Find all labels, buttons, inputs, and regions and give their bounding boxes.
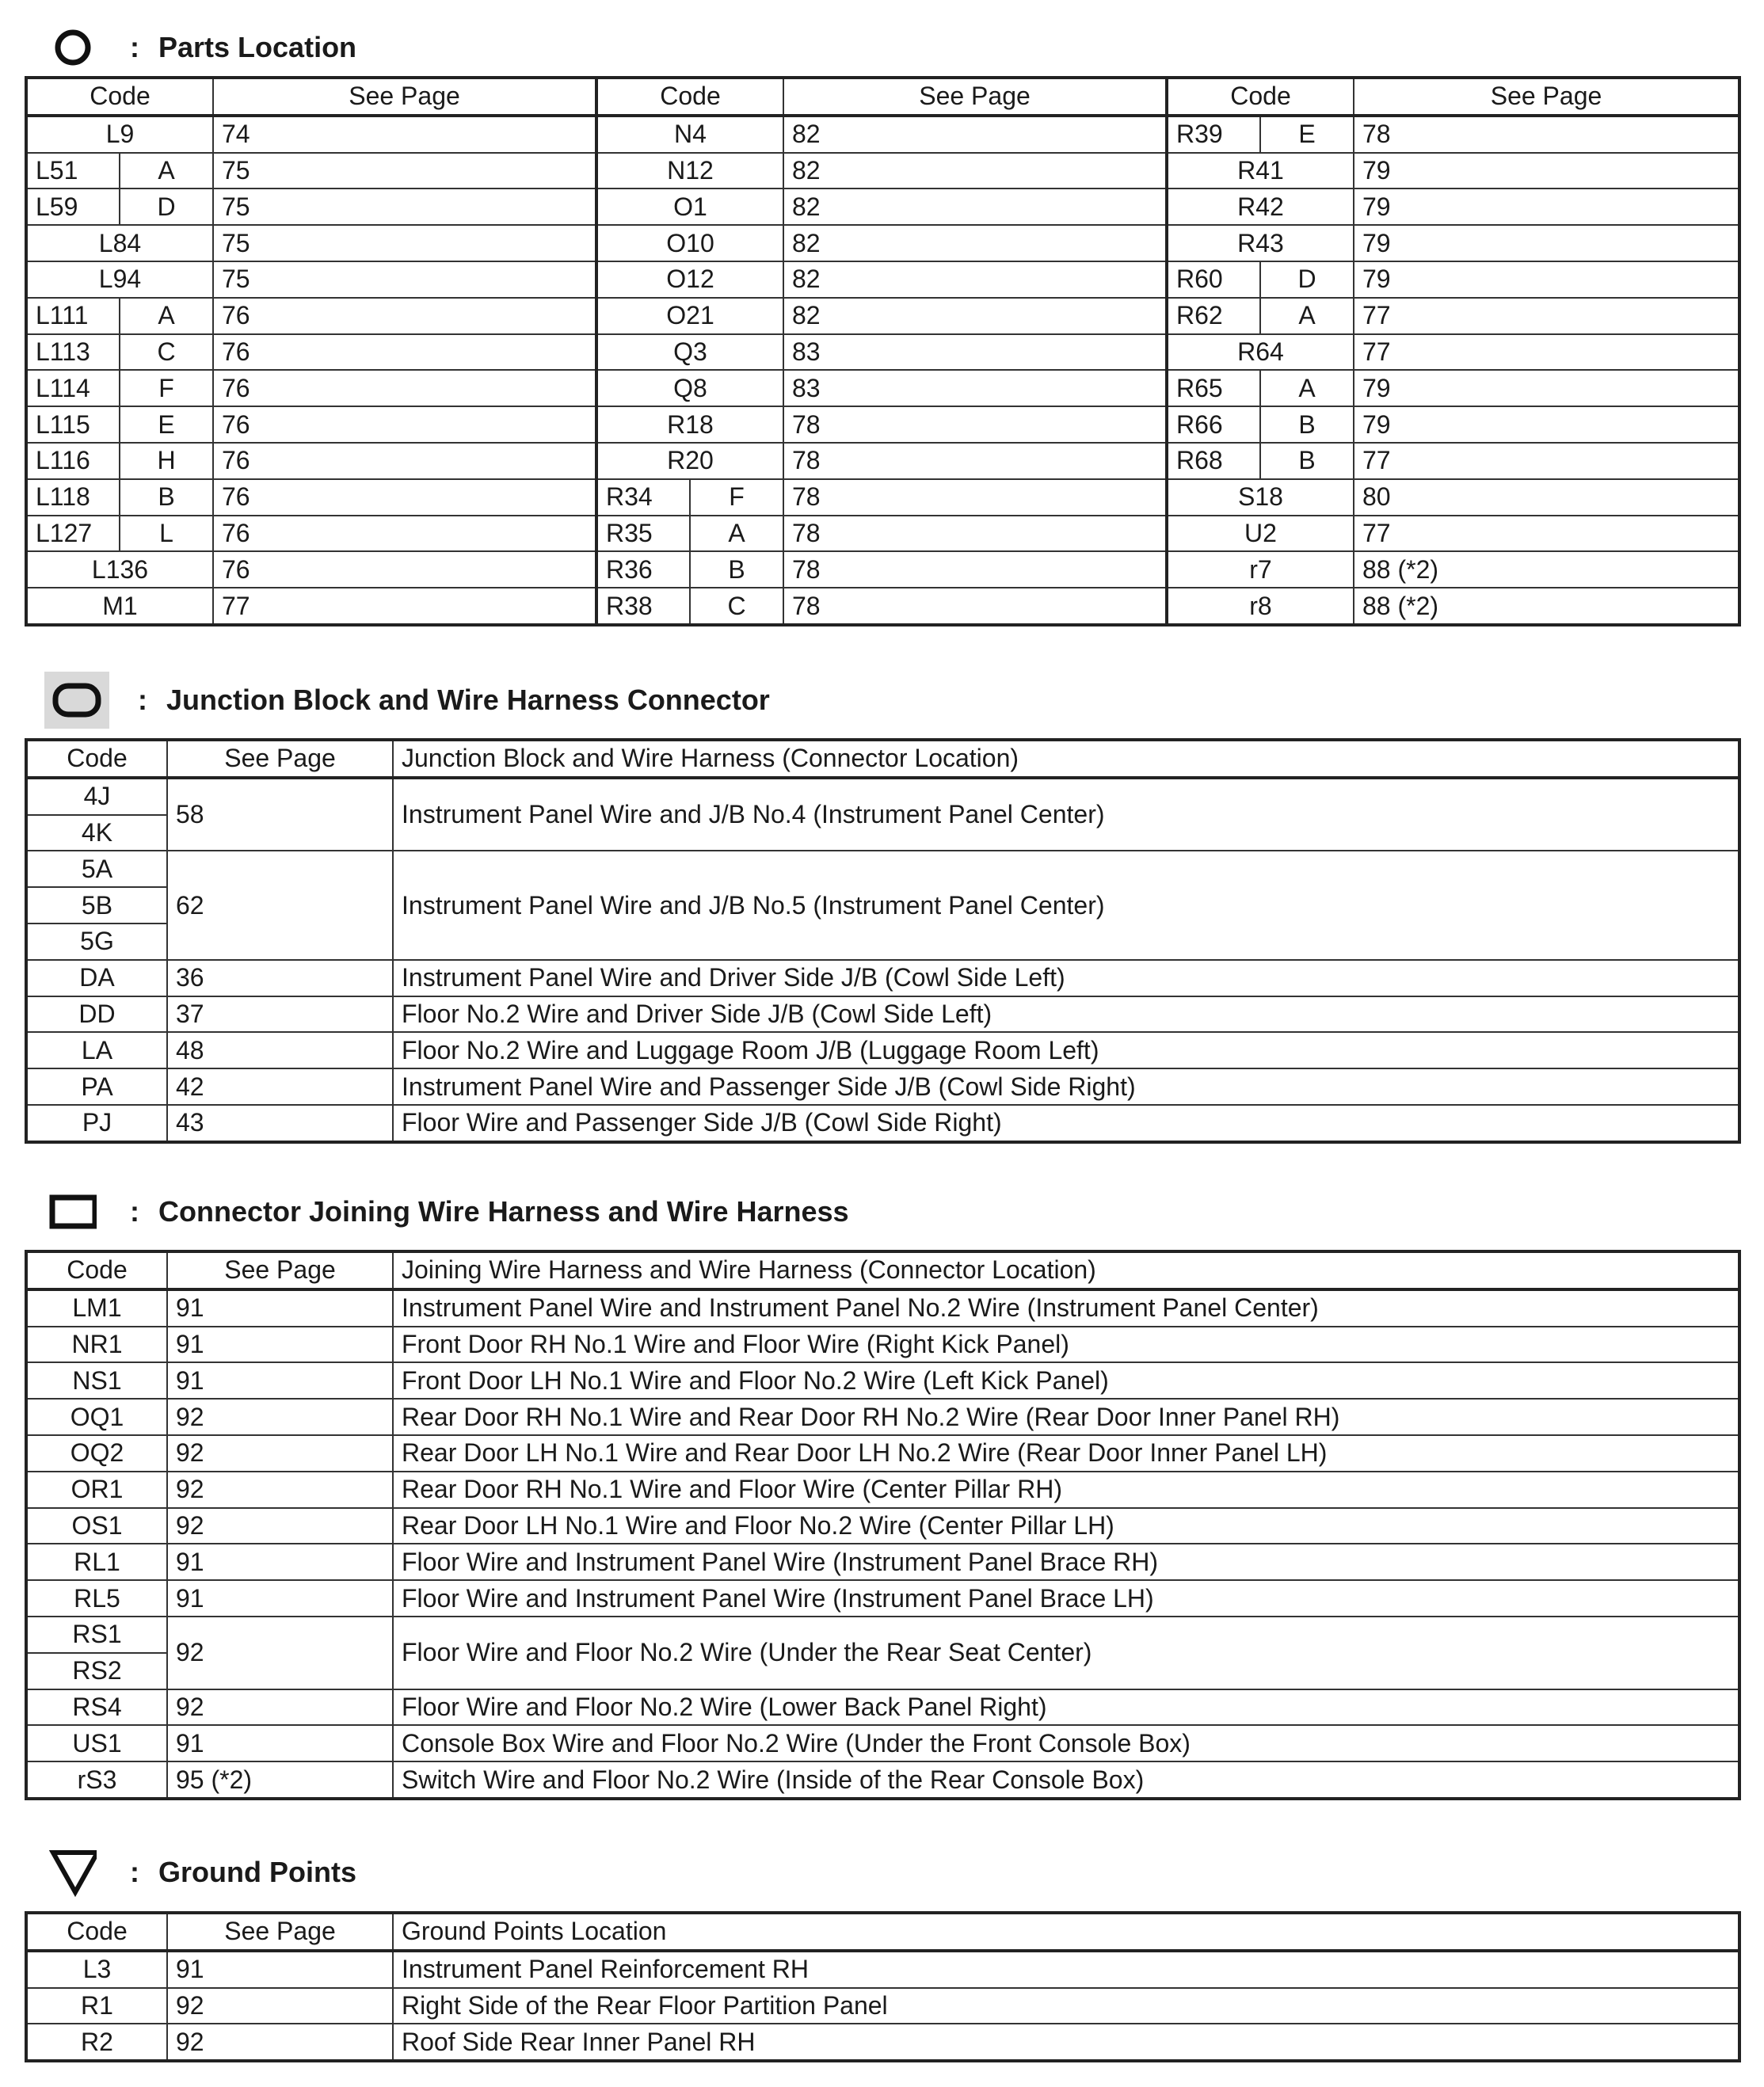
see-page-value: 76 xyxy=(213,479,596,516)
table-row xyxy=(26,261,1739,298)
code-cell: 5B xyxy=(26,887,167,924)
table-row xyxy=(26,2024,1739,2061)
part-sub-code: E xyxy=(1260,116,1354,153)
location-description: Floor Wire and Instrument Panel Wire (Instrument Panel Brace LH) xyxy=(393,1580,1739,1617)
table-row xyxy=(26,1399,1739,1435)
location-description: Front Door RH No.1 Wire and Floor Wire (Right Kick Panel) xyxy=(393,1327,1739,1363)
junction-block-table xyxy=(25,738,1741,1144)
code-cell: DD xyxy=(26,996,167,1033)
table-row xyxy=(26,1689,1739,1726)
see-page-value: 36 xyxy=(167,960,393,996)
see-page-value: 76 xyxy=(213,370,596,406)
see-page-value: 95 (*2) xyxy=(167,1761,393,1799)
part-sub-code: A xyxy=(120,153,213,189)
see-page-value: 76 xyxy=(213,334,596,371)
see-page-value: 78 xyxy=(783,406,1167,443)
see-page-value: 82 xyxy=(783,298,1167,334)
code-cell: OQ2 xyxy=(26,1435,167,1472)
header-code: Code xyxy=(26,740,167,778)
see-page-value: 78 xyxy=(783,516,1167,552)
table-row xyxy=(26,1032,1739,1068)
see-page-value: 82 xyxy=(783,189,1167,225)
part-code: L136 xyxy=(26,551,213,588)
location-description: Instrument Panel Wire and Passenger Side J/B (Cowl Side Right) xyxy=(393,1068,1739,1105)
location-description: Floor Wire and Floor No.2 Wire (Lower Back Panel Right) xyxy=(393,1689,1739,1726)
part-code: R42 xyxy=(1167,189,1354,225)
part-code: Q8 xyxy=(596,370,783,406)
code-cell: PA xyxy=(26,1068,167,1105)
table-row xyxy=(26,996,1739,1033)
part-code: O21 xyxy=(596,298,783,334)
see-page-value: 92 xyxy=(167,1472,393,1508)
code-cell: R1 xyxy=(26,1988,167,2024)
part-code: R36 xyxy=(596,551,690,588)
header-code: Code xyxy=(26,78,213,116)
part-code: O12 xyxy=(596,261,783,298)
see-page-value: 92 xyxy=(167,1617,393,1689)
ground-points-table xyxy=(25,1911,1741,2062)
table-row xyxy=(26,1435,1739,1472)
location-description: Floor Wire and Passenger Side J/B (Cowl Side Right) xyxy=(393,1105,1739,1142)
part-code: Q3 xyxy=(596,334,783,371)
part-code: L59 xyxy=(26,189,120,225)
table-header-row xyxy=(26,1913,1739,1951)
location-description: Instrument Panel Wire and Driver Side J/B (Cowl Side Left) xyxy=(393,960,1739,996)
part-sub-code: A xyxy=(690,516,783,552)
location-description: Floor Wire and Instrument Panel Wire (Instrument Panel Brace RH) xyxy=(393,1544,1739,1580)
part-code: r8 xyxy=(1167,588,1354,625)
rectangle-icon xyxy=(49,1188,97,1236)
part-code: L84 xyxy=(26,225,213,261)
part-code: O1 xyxy=(596,189,783,225)
see-page-value: 88 (*2) xyxy=(1354,551,1739,588)
see-page-value: 79 xyxy=(1354,225,1739,261)
header-code: Code xyxy=(26,1251,167,1289)
location-description: Rear Door RH No.1 Wire and Rear Door RH No.2 Wire (Rear Door Inner Panel RH) xyxy=(393,1399,1739,1435)
part-code: O10 xyxy=(596,225,783,261)
code-cell: 4J xyxy=(26,778,167,815)
location-description: Floor No.2 Wire and Luggage Room J/B (Luggage Room Left) xyxy=(393,1032,1739,1068)
table-row xyxy=(26,298,1739,334)
table-row xyxy=(26,1580,1739,1617)
see-page-value: 82 xyxy=(783,116,1167,153)
table-row xyxy=(26,960,1739,996)
heading-colon: : xyxy=(130,1195,139,1228)
see-page-value: 88 (*2) xyxy=(1354,588,1739,625)
table-row xyxy=(26,1617,1739,1653)
see-page-value: 92 xyxy=(167,1508,393,1544)
section-title: Junction Block and Wire Harness Connector xyxy=(166,684,770,716)
table-row xyxy=(26,1761,1739,1799)
see-page-value: 79 xyxy=(1354,153,1739,189)
table-row xyxy=(26,1472,1739,1508)
table-row xyxy=(26,551,1739,588)
see-page-value: 82 xyxy=(783,261,1167,298)
header-location: Ground Points Location xyxy=(393,1913,1739,1951)
part-code: R64 xyxy=(1167,334,1354,371)
see-page-value: 79 xyxy=(1354,189,1739,225)
part-code: L94 xyxy=(26,261,213,298)
location-description: Roof Side Rear Inner Panel RH xyxy=(393,2024,1739,2061)
part-sub-code: H xyxy=(120,443,213,479)
location-description: Rear Door LH No.1 Wire and Rear Door LH No.2 Wire (Rear Door Inner Panel LH) xyxy=(393,1435,1739,1472)
location-description: Instrument Panel Wire and J/B No.5 (Instrument Panel Center) xyxy=(393,851,1739,959)
header-see-page: See Page xyxy=(167,1913,393,1951)
part-sub-code: L xyxy=(120,516,213,552)
code-cell: DA xyxy=(26,960,167,996)
part-sub-code: E xyxy=(120,406,213,443)
part-sub-code: D xyxy=(1260,261,1354,298)
connector-joining-heading xyxy=(49,1192,849,1232)
part-code: R35 xyxy=(596,516,690,552)
table-row xyxy=(26,1508,1739,1544)
section-title: Parts Location xyxy=(158,31,357,63)
table-row xyxy=(26,116,1739,153)
code-cell: 5A xyxy=(26,851,167,887)
heading-colon: : xyxy=(130,31,139,63)
part-code: L51 xyxy=(26,153,120,189)
location-description: Front Door LH No.1 Wire and Floor No.2 Wire (Left Kick Panel) xyxy=(393,1362,1739,1399)
section-title: Ground Points xyxy=(158,1856,356,1888)
code-cell: RS1 xyxy=(26,1617,167,1653)
code-cell: rS3 xyxy=(26,1761,167,1799)
triangle-down-icon xyxy=(49,1849,97,1896)
connector-joining-table xyxy=(25,1250,1741,1800)
table-row xyxy=(26,1725,1739,1761)
part-code: R65 xyxy=(1167,370,1260,406)
header-code: Code xyxy=(26,1913,167,1951)
location-description: Instrument Panel Wire and Instrument Panel No.2 Wire (Instrument Panel Center) xyxy=(393,1289,1739,1327)
code-cell: RL5 xyxy=(26,1580,167,1617)
table-row xyxy=(26,443,1739,479)
table-row xyxy=(26,1362,1739,1399)
see-page-value: 77 xyxy=(213,588,596,625)
see-page-value: 76 xyxy=(213,443,596,479)
header-see-page: See Page xyxy=(213,78,596,116)
part-sub-code: C xyxy=(690,588,783,625)
see-page-value: 78 xyxy=(783,588,1167,625)
location-description: Instrument Panel Wire and J/B No.4 (Instrument Panel Center) xyxy=(393,778,1739,851)
part-code: R43 xyxy=(1167,225,1354,261)
code-cell: PJ xyxy=(26,1105,167,1142)
code-cell: RS4 xyxy=(26,1689,167,1726)
table-row xyxy=(26,1951,1739,1988)
heading-colon: : xyxy=(130,1856,139,1888)
table-header-row xyxy=(26,78,1739,116)
part-sub-code: F xyxy=(690,479,783,516)
see-page-value: 75 xyxy=(213,225,596,261)
part-sub-code: B xyxy=(1260,443,1354,479)
see-page-value: 92 xyxy=(167,1988,393,2024)
part-code: r7 xyxy=(1167,551,1354,588)
see-page-value: 92 xyxy=(167,1399,393,1435)
table-row xyxy=(26,189,1739,225)
see-page-value: 77 xyxy=(1354,334,1739,371)
see-page-value: 78 xyxy=(1354,116,1739,153)
see-page-value: 79 xyxy=(1354,261,1739,298)
see-page-value: 79 xyxy=(1354,370,1739,406)
code-cell: 4K xyxy=(26,815,167,851)
table-row xyxy=(26,225,1739,261)
part-code: N4 xyxy=(596,116,783,153)
part-sub-code: A xyxy=(1260,298,1354,334)
location-description: Rear Door LH No.1 Wire and Floor No.2 Wire (Center Pillar LH) xyxy=(393,1508,1739,1544)
heading-colon: : xyxy=(138,684,147,716)
part-code: L113 xyxy=(26,334,120,371)
part-code: S18 xyxy=(1167,479,1354,516)
part-sub-code: B xyxy=(690,551,783,588)
part-code: L127 xyxy=(26,516,120,552)
see-page-value: 76 xyxy=(213,406,596,443)
see-page-value: 79 xyxy=(1354,406,1739,443)
location-description: Right Side of the Rear Floor Partition Panel xyxy=(393,1988,1739,2024)
table-row xyxy=(26,1289,1739,1327)
see-page-value: 77 xyxy=(1354,298,1739,334)
table-header-row xyxy=(26,740,1739,778)
code-cell: RL1 xyxy=(26,1544,167,1580)
table-row xyxy=(26,153,1739,189)
part-code: U2 xyxy=(1167,516,1354,552)
see-page-value: 74 xyxy=(213,116,596,153)
table-row xyxy=(26,851,1739,887)
part-code: R66 xyxy=(1167,406,1260,443)
location-description: Rear Door RH No.1 Wire and Floor Wire (Center Pillar RH) xyxy=(393,1472,1739,1508)
parts-location-heading xyxy=(49,28,356,67)
see-page-value: 80 xyxy=(1354,479,1739,516)
part-code: R39 xyxy=(1167,116,1260,153)
part-sub-code: B xyxy=(120,479,213,516)
see-page-value: 91 xyxy=(167,1580,393,1617)
table-row xyxy=(26,1068,1739,1105)
table-row xyxy=(26,1327,1739,1363)
header-location: Joining Wire Harness and Wire Harness (Connector Location) xyxy=(393,1251,1739,1289)
see-page-value: 76 xyxy=(213,298,596,334)
part-code: L115 xyxy=(26,406,120,443)
part-code: R20 xyxy=(596,443,783,479)
table-row xyxy=(26,1988,1739,2024)
table-row xyxy=(26,1105,1739,1142)
table-row xyxy=(26,588,1739,625)
header-code: Code xyxy=(1167,78,1354,116)
table-row xyxy=(26,778,1739,815)
header-see-page: See Page xyxy=(167,740,393,778)
see-page-value: 78 xyxy=(783,479,1167,516)
location-description: Floor Wire and Floor No.2 Wire (Under the Rear Seat Center) xyxy=(393,1617,1739,1689)
see-page-value: 82 xyxy=(783,153,1167,189)
code-cell: L3 xyxy=(26,1951,167,1988)
code-cell: OR1 xyxy=(26,1472,167,1508)
see-page-value: 42 xyxy=(167,1068,393,1105)
part-code: R41 xyxy=(1167,153,1354,189)
code-cell: LM1 xyxy=(26,1289,167,1327)
see-page-value: 58 xyxy=(167,778,393,851)
part-code: L116 xyxy=(26,443,120,479)
see-page-value: 37 xyxy=(167,996,393,1033)
part-sub-code: B xyxy=(1260,406,1354,443)
part-code: L118 xyxy=(26,479,120,516)
part-code: R38 xyxy=(596,588,690,625)
part-code: R68 xyxy=(1167,443,1260,479)
location-description: Switch Wire and Floor No.2 Wire (Inside of the Rear Console Box) xyxy=(393,1761,1739,1799)
part-code: L111 xyxy=(26,298,120,334)
see-page-value: 92 xyxy=(167,1435,393,1472)
see-page-value: 78 xyxy=(783,443,1167,479)
header-code: Code xyxy=(596,78,783,116)
circle-icon xyxy=(49,24,97,71)
header-see-page: See Page xyxy=(783,78,1167,116)
part-sub-code: A xyxy=(1260,370,1354,406)
see-page-value: 91 xyxy=(167,1544,393,1580)
see-page-value: 78 xyxy=(783,551,1167,588)
table-row xyxy=(26,334,1739,371)
table-row xyxy=(26,1544,1739,1580)
ground-points-heading xyxy=(49,1853,356,1892)
see-page-value: 83 xyxy=(783,370,1167,406)
table-row xyxy=(26,406,1739,443)
see-page-value: 91 xyxy=(167,1327,393,1363)
see-page-value: 76 xyxy=(213,516,596,552)
part-code: R62 xyxy=(1167,298,1260,334)
see-page-value: 91 xyxy=(167,1289,393,1327)
part-code: M1 xyxy=(26,588,213,625)
rounded-rectangle-icon xyxy=(44,672,109,729)
part-code: L114 xyxy=(26,370,120,406)
see-page-value: 62 xyxy=(167,851,393,959)
see-page-value: 82 xyxy=(783,225,1167,261)
see-page-value: 92 xyxy=(167,1689,393,1726)
section-title: Connector Joining Wire Harness and Wire Harness xyxy=(158,1195,849,1228)
location-description: Instrument Panel Reinforcement RH xyxy=(393,1951,1739,1988)
see-page-value: 48 xyxy=(167,1032,393,1068)
part-code: R60 xyxy=(1167,261,1260,298)
parts-location-table xyxy=(25,76,1741,626)
see-page-value: 92 xyxy=(167,2024,393,2061)
part-code: R18 xyxy=(596,406,783,443)
table-row xyxy=(26,516,1739,552)
location-description: Console Box Wire and Floor No.2 Wire (Under the Front Console Box) xyxy=(393,1725,1739,1761)
part-code: R34 xyxy=(596,479,690,516)
part-sub-code: C xyxy=(120,334,213,371)
see-page-value: 91 xyxy=(167,1362,393,1399)
part-code: N12 xyxy=(596,153,783,189)
code-cell: OS1 xyxy=(26,1508,167,1544)
see-page-value: 77 xyxy=(1354,516,1739,552)
see-page-value: 75 xyxy=(213,189,596,225)
code-cell: US1 xyxy=(26,1725,167,1761)
junction-block-heading xyxy=(49,680,770,720)
see-page-value: 76 xyxy=(213,551,596,588)
code-cell: 5G xyxy=(26,924,167,960)
part-sub-code: D xyxy=(120,189,213,225)
code-cell: NS1 xyxy=(26,1362,167,1399)
see-page-value: 75 xyxy=(213,261,596,298)
see-page-value: 75 xyxy=(213,153,596,189)
table-row xyxy=(26,479,1739,516)
code-cell: RS2 xyxy=(26,1653,167,1689)
table-row xyxy=(26,370,1739,406)
part-sub-code: F xyxy=(120,370,213,406)
header-see-page: See Page xyxy=(1354,78,1739,116)
see-page-value: 91 xyxy=(167,1951,393,1988)
header-see-page: See Page xyxy=(167,1251,393,1289)
code-cell: NR1 xyxy=(26,1327,167,1363)
part-code: L9 xyxy=(26,116,213,153)
code-cell: OQ1 xyxy=(26,1399,167,1435)
header-location: Junction Block and Wire Harness (Connector Location) xyxy=(393,740,1739,778)
code-cell: R2 xyxy=(26,2024,167,2061)
table-header-row xyxy=(26,1251,1739,1289)
part-sub-code: A xyxy=(120,298,213,334)
see-page-value: 91 xyxy=(167,1725,393,1761)
see-page-value: 77 xyxy=(1354,443,1739,479)
code-cell: LA xyxy=(26,1032,167,1068)
location-description: Floor No.2 Wire and Driver Side J/B (Cowl Side Left) xyxy=(393,996,1739,1033)
see-page-value: 83 xyxy=(783,334,1167,371)
see-page-value: 43 xyxy=(167,1105,393,1142)
